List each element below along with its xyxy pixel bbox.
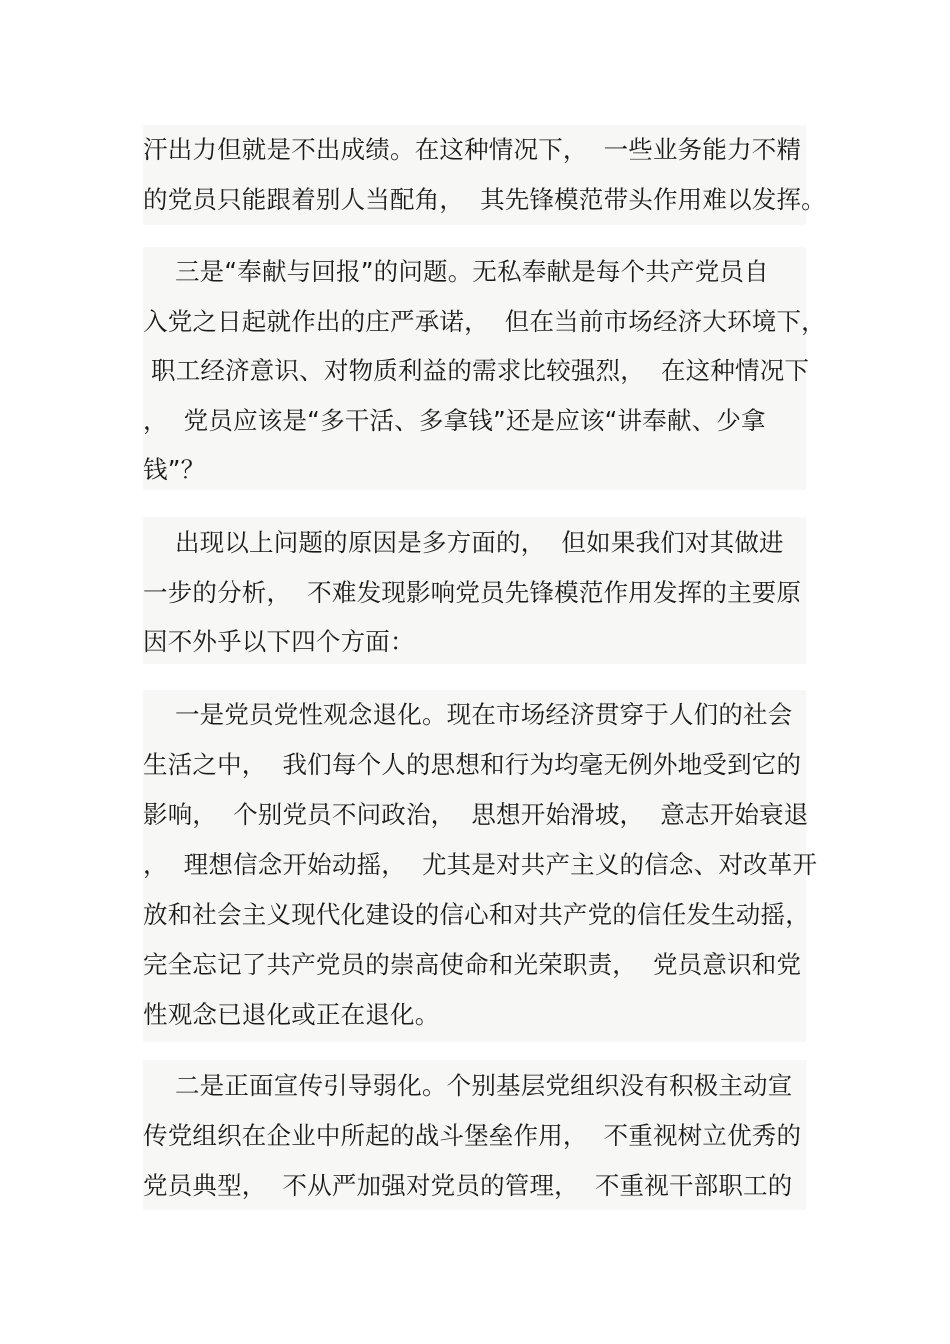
paragraph-line: ， 党员应该是“多干活、多拿钱”还是应该“讲奉献、少拿: [143, 406, 766, 435]
paragraph-line: 二是正面宣传引导弱化。个别基层党组织没有积极主动宣: [143, 1071, 793, 1100]
paragraph-line: 党员典型， 不从严加强对党员的管理， 不重视干部职工的: [143, 1171, 793, 1200]
paragraph-line: 完全忘记了共产党员的崇高使命和光荣职责， 党员意识和党: [143, 950, 802, 979]
paragraph-line: 出现以上问题的原因是多方面的， 但如果我们对其做进: [143, 528, 784, 557]
paragraph-line: 三是“奉献与回报”的问题。无私奉献是每个共产党员自: [143, 257, 769, 286]
paragraph-line: 影响， 个别党员不问政治， 思想开始滑坡， 意志开始衰退: [143, 800, 809, 829]
paragraph-4: [143, 690, 818, 1042]
paragraph-5: [143, 1060, 806, 1210]
paragraph-line: 因不外乎以下四个方面：: [143, 627, 415, 656]
paragraph-line: 的党员只能跟着别人当配角， 其先锋模范带头作用难以发挥。: [143, 185, 826, 214]
paragraph-line: ， 理想信念开始动摇， 尤其是对共产主义的信念、对改革开: [143, 850, 818, 879]
paragraph-line: 性观念已退化或正在退化。: [143, 1000, 440, 1029]
paragraph-line: 一步的分析， 不难发现影响党员先锋模范作用发挥的主要原: [143, 578, 802, 607]
paragraph-line: 一是党员党性观念退化。现在市场经济贯穿于人们的社会: [143, 700, 793, 729]
paragraph-line: 入党之日起就作出的庄严承诺， 但在当前市场经济大环境下，: [143, 307, 826, 336]
paragraph-line: 放和社会主义现代化建设的信心和对共产党的信任发生动摇，: [143, 900, 810, 929]
paragraph-1: [143, 125, 826, 225]
paragraph-line: 传党组织在企业中所起的战斗堡垒作用， 不重视树立优秀的: [143, 1121, 802, 1150]
paragraph-2: [143, 247, 826, 490]
paragraph-line: 生活之中， 我们每个人的思想和行为均毫无例外地受到它的: [143, 750, 802, 779]
paragraph-line: 汗出力但就是不出成绩。在这种情况下， 一些业务能力不精: [143, 135, 802, 164]
paragraph-line: 职工经济意识、对物质利益的需求比较强烈， 在这种情况下: [143, 356, 810, 385]
paragraph-3: [143, 517, 806, 664]
paragraph-line: 钱”？: [143, 455, 206, 484]
